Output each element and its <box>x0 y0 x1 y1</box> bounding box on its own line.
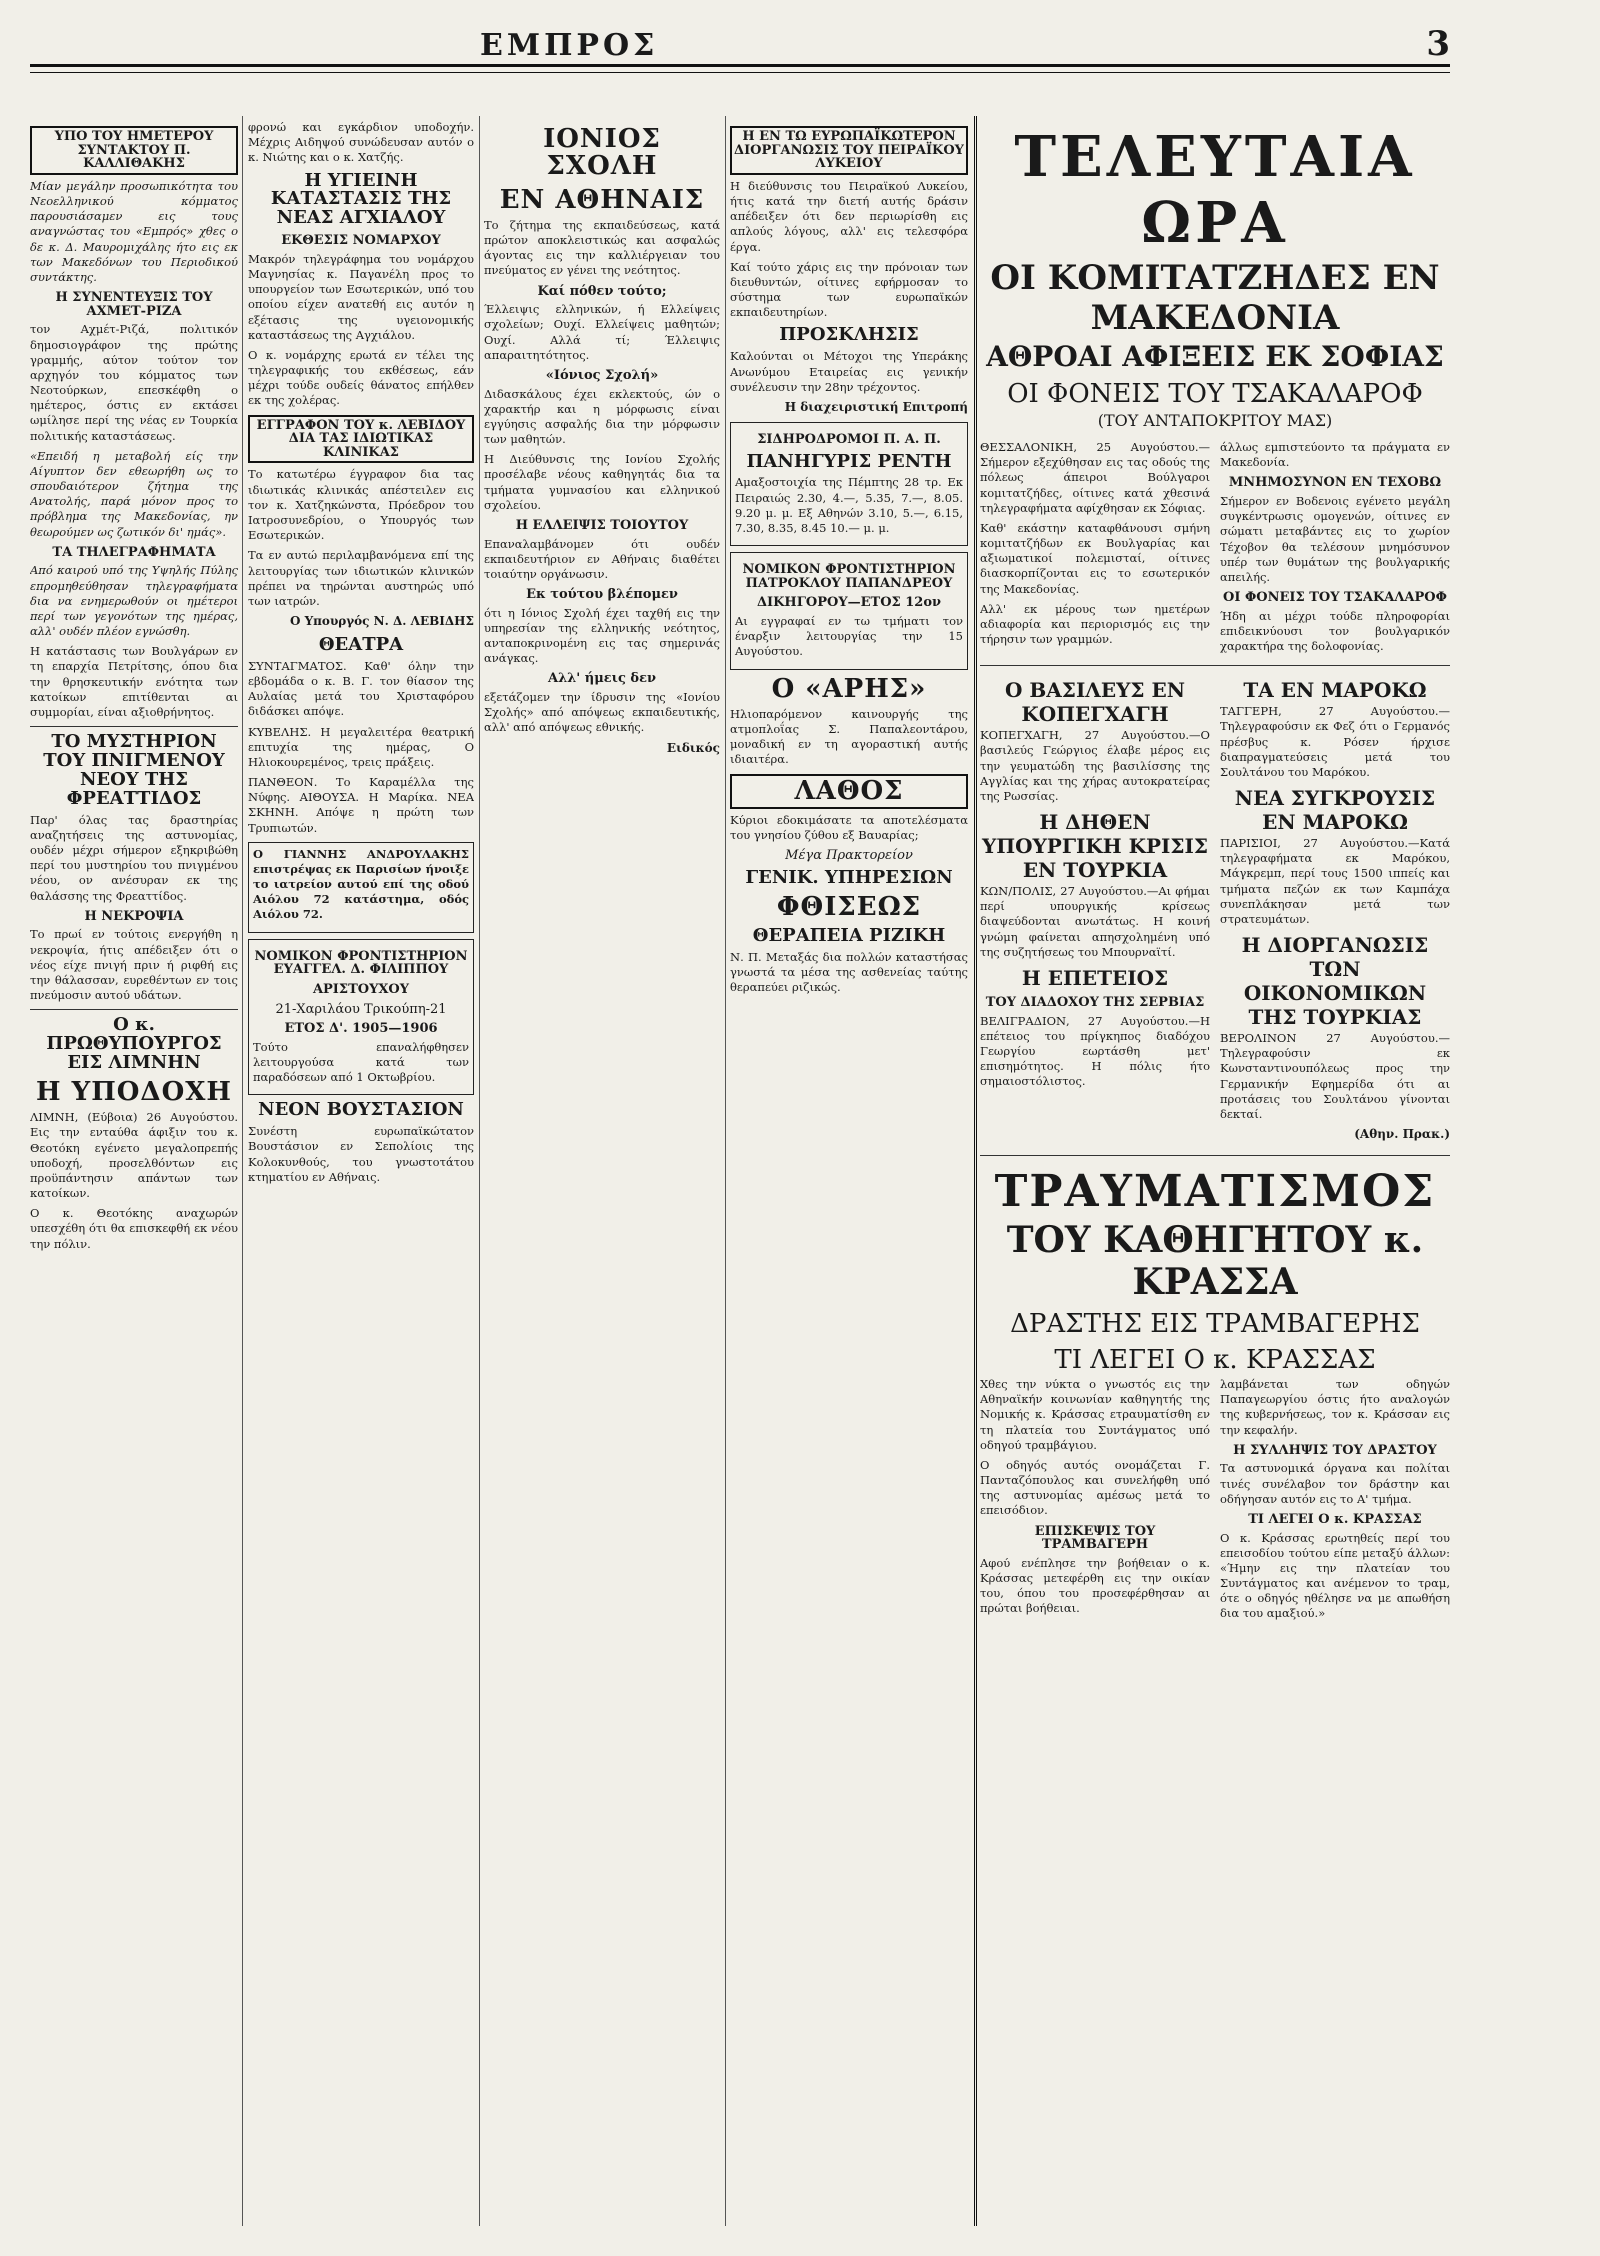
article-paragraph: ΒΕΛΙΓΡΑΔΙΟΝ, 27 Αυγούστου.—Η επέτειος του πρίγκηπος διαδόχου Γεωργίου εωρτάσθη μετ' επισημότητος. Η πόλις ήτο σημαιοστόλιστος. <box>980 1013 1210 1089</box>
main-headline: ΟΙ ΚΟΜΙΤΑΤΖΗΔΕΣ ΕΝ ΜΑΚΕΔΟΝΙΑ <box>990 258 1440 338</box>
article-paragraph: άλλως εμπιστεύοντο τα πράγματα εν Μακεδονία. <box>1220 440 1450 470</box>
article-paragraph: ΚΟΠΕΓΧΑΓΗ, 27 Αυγούστου.—Ο βασιλεύς Γεώργιος έλαβε μέρος εις την γευματώδη της βασιλίσσης της Αγγλίας και της χήρας αυτοκρατείρας της Ρωσσίας. <box>980 728 1210 803</box>
two-column-block <box>980 440 1450 659</box>
column-rule <box>242 116 243 2226</box>
article-heading: ΝΕΑ ΣΥΓΚΡΟΥΣΙΣ ΕΝ ΜΑΡΟΚΩ <box>1234 786 1436 835</box>
divider <box>980 665 1450 666</box>
main-subheadline: ΟΙ ΦΟΝΕΙΣ ΤΟΥ ΤΣΑΚΑΛΑΡΟΦ <box>1007 379 1423 409</box>
newspaper-title: ΕΜΠΡΟΣ <box>480 28 659 63</box>
article-paragraph: Συνέστη ευρωπαϊκώτατον Βουστάσιον εν Σεπολίοις της Κολοκυνθούς, του γνωστοτάτου κτηματίου εν Αθήναις. <box>248 1124 474 1184</box>
ad-subheading: ΔΙΚΗΓΟΡΟΥ—ΕΤΟΣ 12ον <box>756 595 942 611</box>
article-paragraph: Διδασκάλους έχει εκλεκτούς, ών ο χαρακτήρ και η μόρφωσις είναι εγγύησις ασφαλής δια την μόρφωσιν των μαθητών. <box>484 386 720 447</box>
sub-column <box>980 672 1210 1149</box>
ad-text: Κύριοι εδοκιμάσατε τα αποτελέσματα του γνησίου ζύθου εξ Βαυαρίας; <box>730 812 968 842</box>
article-paragraph: Σήμερον εν Βοδενοις εγένετο μεγάλη συγκέντρωσις ομογενών, οίτινες εν σώματι μεταβάντες εις το χωρίον Τέχοβον θα τελέσουν μνημόσυνον υπέρ των θυμάτων της βουλγαρικής απειλής. <box>1220 493 1450 584</box>
article-heading: ΤΑ ΕΝ ΜΑΡΟΚΩ <box>1243 678 1427 703</box>
advertisement <box>248 939 474 1096</box>
article-heading: Η ΕΝ ΤΩ ΕΥΡΩΠΑΪΚΩΤΕΡΟΝ ΔΙΟΡΓΑΝΩΣΙΣ ΤΟΥ ΠΕΙΡΑΪΚΟΥ ΛΥΚΕΙΟΥ <box>730 126 968 175</box>
article-paragraph: Η κατάστασις των Βουλγάρων εν τη επαρχία Πετρίτσης, όπου δια την θρησκευτικήν ενότητα των κατοίκων επιτίθενται αι συμμορίαι, είναι αξιοθρήνητος. <box>30 644 238 719</box>
advertisement <box>730 552 968 669</box>
article-paragraph: ΠΑΝΘΕΟΝ. Το Καραμέλλα της Νύφης. ΑΙΘΟΥΣΑ. Η Μαρίκα. ΝΕΑ ΣΚΗΝΗ. Απόψε η πρώτη των Τρυπιωτών. <box>248 775 474 835</box>
column-rule <box>725 116 726 2226</box>
article-subheading: «Ιόνιος Σχολή» <box>545 367 659 383</box>
article-paragraph: Καλούνται οι Μέτοχοι της Υπεράκης Ανωνύμου Εταιρείας εις γενικήν συνέλευσιν την 28ην τρέχοντος. <box>730 349 968 394</box>
article-subheading: ΤΟΥ ΔΙΑΔΟΧΟΥ ΤΗΣ ΣΕΡΒΙΑΣ <box>985 994 1205 1010</box>
column-1 <box>30 120 238 2226</box>
article-subheadline: ΔΡΑΣΤΗΣ ΕΙΣ ΤΡΑΜΒΑΓΕΡΗΣ <box>1010 1309 1420 1340</box>
signature: Ο Υπουργός Ν. Δ. ΛΕΒΙΔΗΣ <box>289 614 474 629</box>
article-paragraph: Χθες την νύκτα ο γνωστός εις την Αθηναϊκήν κοινωνίαν καθηγητής της Νομικής κ. Κράσσας ετραυματίσθη εν τη πλατεία του Συντάγματος υπό οδηγού τραμβάγιου. <box>980 1377 1210 1452</box>
article-paragraph: Ήδη αι μέχρι τούδε πληροφορίαι επιδεικνύουσι τον βουλγαρικόν χαρακτήρα της δολοφονίας. <box>1220 608 1450 653</box>
article-paragraph: τον Αχμέτ-Ριζά, πολιτικόν δημοσιογράφον της πρώτης γραμμής, αύτον τούτον τον αρχηγόν του κόμματος των Νεοτούρκων, επεσκέφθη ο ημέτερος, όστις εν εκτάσει ωμίλησε περί της νέας εν Τουρκία πολιτικής καταστάσεως. <box>30 322 238 443</box>
article-subheading: ΤΑ ΤΗΛΕΓΡΑΦΗΜΑΤΑ <box>52 544 216 560</box>
sub-column <box>1220 440 1450 659</box>
masthead-rule-bottom <box>30 72 1450 73</box>
article-paragraph: Επαναλαμβάνομεν ότι ουδέν εκπαιδευτήριον εν Αθήναις διαθέτει τοιαύτην οργάνωσιν. <box>484 536 720 581</box>
article-paragraph: Παρ' όλας τας δραστηρίας αναζητήσεις της αστυνομίας, ουδέν μέχρι σήμερον εξηκριβώθη περί του μυστηρίου του πνιγμένου νέου, ον ανέσυραν εκ της θαλάσσης της Φρεαττίδος. <box>30 812 238 903</box>
article-heading: ΕΝ ΑΘΗΝΑΙΣ <box>499 184 705 215</box>
article-paragraph: ΤΑΓΓΕΡΗ, 27 Αυγούστου.—Τηλεγραφούσιν εκ Φεζ ότι ο Γερμανός πρέσβυς κ. Ρόσεν ήρχισε διαπραγματεύσεις μετά του Σουλτάνου του Μαρόκου. <box>1220 704 1450 779</box>
ad-subheading: ΠΑΝΗΓΥΡΙΣ ΡΕΝΤΗ <box>746 450 952 472</box>
article-heading: ΝΕΟΝ ΒΟΥΣΤΑΣΙΟΝ <box>258 1099 464 1121</box>
article-subheading: ΜΝΗΜΟΣΥΝΟΝ ΕΝ ΤΕΧΟΒΩ <box>1228 475 1442 491</box>
signature: Ειδικός <box>666 740 720 755</box>
article-heading: ΕΓΓΡΑΦΟΝ ΤΟΥ κ. ΛΕΒΙΔΟΥ ΔΙΑ ΤΑΣ ΙΔΙΩΤΙΚΑΣ ΚΛΙΝΙΚΑΣ <box>248 415 474 464</box>
article-paragraph: Ο κ. Θεοτόκης αναχωρών υπεσχέθη ότι θα επισκεφθή εκ νέου την πόλιν. <box>30 1206 238 1251</box>
article-subheading: ΕΚΘΕΣΙΣ ΝΟΜΑΡΧΟΥ <box>281 233 441 249</box>
article-subheading: ΤΙ ΛΕΓΕΙ Ο κ. ΚΡΑΣΣΑΣ <box>1248 1511 1422 1527</box>
article-paragraph: Η διεύθυνσις του Πειραϊκού Λυκείου, ήτις κατά την διετή αυτής δράσιν απέδειξεν ότι δεν περιωρίσθη εις απλούς λόγους, αλλ' εις τελεσφόρα έργα. <box>730 178 968 254</box>
article-paragraph: ότι η Ιόνιος Σχολή έχει ταχθή εις την υπηρεσίαν της ελληνικής νεότητος, ανταποκρινομένη εις τας σημερινάς ανάγκας. <box>484 605 720 666</box>
article-heading: Η ΥΓΙΕΙΝΗ ΚΑΤΑΣΤΑΣΙΣ ΤΗΣ ΝΕΑΣ ΑΓΧΙΑΛΟΥ <box>270 169 452 229</box>
article-heading: ΙΟΝΙΟΣ ΣΧΟΛΗ <box>543 124 661 182</box>
article-paragraph: ΚΥΒΕΛΗΣ. Η μεγαλειτέρα θεατρική επιτυχία της ημέρας, Ο Ηλιοκουρεμένος, τρεις πράξεις. <box>248 724 474 769</box>
ad-heading: ΣΙΔΗΡΟΔΡΟΜΟΙ Π. Α. Π. <box>757 431 941 447</box>
two-column-block <box>980 1377 1450 1627</box>
article-subheading: Η ΣΥΝΕΝΤΕΥΞΙΣ ΤΟΥ ΑΧΜΕΤ-ΡΙΖΑ <box>55 290 213 319</box>
ad-subheading: ΑΡΙΣΤΟΥΧΟΥ <box>312 981 410 997</box>
article-heading: Ο κ. ΠΡΩΘΥΠΟΥΡΓΟΣ ΕΙΣ ΛΙΜΝΗΝ <box>46 1014 222 1074</box>
article-paragraph: Τα εν αυτώ περιλαμβανόμενα επί της λειτουργίας των ιδιωτικών κλινικών πρέπει να τηρώνται αυστηρώς υπό των ιατρών. <box>248 548 474 608</box>
advertisement <box>730 422 968 546</box>
article-subheading: Η ΕΛΛΕΙΨΙΣ ΤΟΙΟΥΤΟΥ <box>515 517 689 533</box>
ad-text: Ηλιοπαρόμενον καινουργής της ατμοπλοΐας Σ. Παπαλεοντάρου, μοναδική εν τη αγοραστική αυτής ιδιαιτέρα. <box>730 706 968 767</box>
article-heading: Ο ΒΑΣΙΛΕΥΣ ΕΝ ΚΟΠΕΓΧΑΓΗ <box>1005 678 1185 727</box>
article-paragraph: Μίαν μεγάλην προσωπικότητα του Νεοελληνικού κόμματος παρουσιάσαμεν εις τους αναγνώστας του «Εμπρός» χθες ο δε κ. Δ. Μαυρομιχάλης ήτο εις εκ των Μακεδόνων του Περιοδικού συντάκτης. <box>30 178 238 284</box>
article-paragraph: ΘΕΣΣΑΛΟΝΙΚΗ, 25 Αυγούστου.—Σήμερον εξεχύθησαν εις τας οδούς της πόλεως άπειροι Βούλγαροι κομιτατζήδες, οίτινες κατά χθεσινά τηλεγραφήματα αφίχθησαν εκ Σόφιας. <box>980 440 1210 515</box>
ad-subheading: Μέγα Πρακτορείον <box>785 848 913 864</box>
ad-subheading: ΘΕΡΑΠΕΙΑ ΡΙΖΙΚΗ <box>752 924 946 946</box>
ad-heading: Ο «ΑΡΗΣ» <box>771 673 927 704</box>
masthead-rule-top <box>30 64 1450 67</box>
ad-text: Αμαξοστοιχία της Πέμπτης 28 τρ. Εκ Πειραιώς 2.30, 4.—, 5.35, 7.—, 8.05. 9.20 μ. μ. Εξ Αθηνών 3.10, 5.—, 6.15, 7.30, 8.35, 8.45 10.— μ. μ. <box>735 475 963 535</box>
ad-text: Ο ΓΙΑΝΝΗΣ ΑΝΔΡΟΥΛΑΚΗΣ επιστρέψας εκ Παρισίων ήνοιξε το ιατρείον αυτού επί της οδού Αιόλου 72 κατάστημα, οδός Αιόλου 72. <box>253 846 469 922</box>
ad-text: Τούτο επαναλήφθησεν λειτουργούσα κατά των παραδόσεων από 1 Οκτωβρίου. <box>253 1039 469 1085</box>
ad-heading: ΓΕΝΙΚ. ΥΠΗΡΕΣΙΩΝ <box>745 866 953 888</box>
divider <box>980 1155 1450 1156</box>
sub-column <box>1220 1377 1450 1627</box>
article-heading: Η ΔΙΟΡΓΑΝΩΣΙΣ ΤΩΝ ΟΙΚΟΝΟΜΙΚΩΝ ΤΗΣ ΤΟΥΡΚΙΑΣ <box>1241 933 1429 1030</box>
sub-column <box>980 440 1210 659</box>
article-paragraph: Από καιρού υπό της Υψηλής Πύλης επρομηθεύθησαν τηλεγραφήματα δια να ενημερωθούν οι ημέτεροι περί των γεγονότων της ημέρας, αλλ' ουδέν πλέον εγνώσθη. <box>30 563 238 639</box>
article-paragraph: Ο οδηγός αυτός ονομάζεται Γ. Πανταζόπουλος και συνελήφθη υπό της αστυνομίας αμέσως μετά το επεισόδιον. <box>980 1457 1210 1518</box>
article-paragraph: Μακρόν τηλεγράφημα του νομάρχου Μαγνησίας κ. Παγανέλη προς το υπουργείον των Εσωτερικών, υπό του οποίου είχεν ανατεθή εις αυτόν η εξέτασις της υγειονομικής καταστάσεως της Αγχιάλου. <box>248 251 474 342</box>
article-subheading: Η ΝΕΚΡΟΨΙΑ <box>84 908 184 924</box>
article-paragraph: Η Διεύθυνσις της Ιονίου Σχολής προσέλαβε νέους καθηγητάς δια τα τμήματα γυμνασίου και ελληνικού σχολείου. <box>484 452 720 512</box>
article-heading: ΠΡΟΣΚΛΗΣΙΣ <box>779 324 919 346</box>
article-paragraph: ΣΥΝΤΑΓΜΑΤΟΣ. Καθ' όλην την εβδομάδα ο κ. Β. Γ. τον θίασον της Αυλαίας μετά του Χρισταφόρου διδάσκει απόψε. <box>248 658 474 719</box>
article-paragraph: Αλλ' εκ μέρους των ημετέρων αδιαφορία και περιορισμός εις την τήρησιν των γραμμών. <box>980 601 1210 647</box>
article-subheading: Καί πόθεν τούτο; <box>537 283 667 299</box>
column-rule <box>479 116 480 2226</box>
ad-heading: ΝΟΜΙΚΟΝ ΦΡΟΝΤΙΣΤΗΡΙΟΝ ΠΑΤΡΟΚΛΟΥ ΠΑΠΑΝΔΡΕΟΥ <box>742 562 956 591</box>
article-subheadline: ΤΙ ΛΕΓΕΙ Ο κ. ΚΡΑΣΣΑΣ <box>1054 1345 1376 1376</box>
article-subheading: Εκ τούτου βλέπομεν <box>526 587 678 603</box>
article-subheading: ΟΙ ΦΟΝΕΙΣ ΤΟΥ ΤΣΑΚΑΛΑΡΟΦ <box>1223 590 1447 606</box>
article-paragraph: ΒΕΡΟΛΙΝΟΝ 27 Αυγούστου.—Τηλεγραφούσιν εκ Κωνσταντινουπόλεως προς την Γερμανικήν Εφημερίδα ότι αι προτάσεις του Σουλτάνου γίνονται δεκταί. <box>1220 1031 1450 1121</box>
sub-column <box>980 1377 1210 1627</box>
column-3 <box>484 120 720 2226</box>
article-paragraph: Αφού ενέπλησε την βοήθειαν ο κ. Κράσσας μετεφέρθη εις την οικίαν του, όπου του προσεφέρθησαν αι πρώται βοήθειαι. <box>980 1555 1210 1616</box>
page-number: 3 <box>1426 24 1450 64</box>
column-rule <box>974 116 977 2226</box>
article-paragraph: ΚΩΝ/ΠΟΛΙΣ, 27 Αυγούστου.—Αι φήμαι περί υπουργικής κρίσεως διαψεύδονται ανωτάτως. Η κοινή γνώμη φαίνεται απησχολημένη υπό της συζητήσεως του Μπουρναϊτί. <box>980 884 1210 959</box>
article-paragraph: Καθ' εκάστην καταφθάνουσι σμήνη κομιτατζήδων εκ Βουλγαρίας και αξιωματικοί πολεμισταί, οίτινες διασκορπίζονται εις το εσωτερικόν της Μακεδονίας. <box>980 520 1210 596</box>
article-headline: ΤΟΥ ΚΑΘΗΓΗΤΟΥ κ. ΚΡΑΣΣΑ <box>1006 1219 1424 1304</box>
ad-heading: ΝΟΜΙΚΟΝ ΦΡΟΝΤΙΣΤΗΡΙΟΝ ΕΥΑΓΓΕΛ. Δ. ΦΙΛΙΠΠΟΥ <box>254 948 468 978</box>
article-paragraph: λαμβάνεται των οδηγών Παπαγεωργίου όστις ήτο αναλογών της κυβερνήσεως, τον κ. Κράσσαν εις την κεφαλήν. <box>1220 1377 1450 1437</box>
article-paragraph: Καί τούτο χάρις εις την πρόνοιαν των διευθυντών, οίτινες εφήρμοσαν το σύστημα των ευρωπαϊκών εκπαιδευτηρίων. <box>730 259 968 320</box>
ad-address: 21-Χαριλάου Τρικούπη-21 <box>275 1001 447 1017</box>
section-heading-last-hour: ΤΕΛΕΥΤΑΙΑ ΩΡΑ <box>1014 124 1416 256</box>
article-paragraph: Το πρωί εν τούτοις ενεργήθη η νεκροψία, ήτις απέδειξεν ότι ο νέος είχε πνιγή πριν ή ριφθή εις την θάλασσαν, ευρεθέντων εν τοις πνεύμοσιν αυτού υδάτων. <box>30 927 238 1003</box>
ad-heading: ΦΘΙΣΕΩΣ <box>776 891 922 922</box>
article-headline: ΤΡΑΥΜΑΤΙΣΜΟΣ <box>994 1166 1436 1218</box>
ad-text: Ν. Π. Μεταξάς δια πολλών καταστήσας γνωστά τα μέσα της ασθενείας ταύτης θεραπεύει ριζικώς. <box>730 949 968 995</box>
column-4 <box>730 120 968 2226</box>
article-paragraph: ΛΙΜΝΗ, (Εύβοια) 26 Αυγούστου. Εις την ενταύθα άφιξιν του κ. Θεοτόκη εγένετο μεγαλοπρεπής υποδοχή, προσελθόντων εις προϋπάντησιν απάντων των κατοίκων. <box>30 1110 238 1201</box>
correspondent-label: (ΤΟΥ ΑΝΤΑΠΟΚΡΙΤΟΥ ΜΑΣ) <box>1097 411 1333 430</box>
article-heading: ΤΟ ΜΥΣΤΗΡΙΟΝ ΤΟΥ ΠΝΙΓΜΕΝΟΥ ΝΕΟΥ ΤΗΣ ΦΡΕΑΤΤΙΔΟΣ <box>43 731 225 809</box>
article-subheading: Αλλ' ήμεις δεν <box>547 671 657 687</box>
article-heading: Η ΥΠΟΔΟΧΗ <box>36 1076 232 1107</box>
article-paragraph: Το κατωτέρω έγγραφον δια τας ιδιωτικάς κλινικάς απέστειλεν εις τον κ. Χατζηκώνστα, Πρόεδρον του Ιατροσυνεδρίου, ο Υπουργός των Εσωτερικών. <box>248 467 474 543</box>
ad-heading: ΛΑΘΟΣ <box>730 774 968 809</box>
article-paragraph: Έλλειψις ελληνικών, ή Ελλείψεις σχολείων; Ουχί. Ελλείψεις μαθητών; Ουχί. Αλλά τί; Έλλειψις απαραιτητότητος. <box>484 302 720 362</box>
section-heading-theatres: ΘΕΑΤΡΑ <box>318 634 404 656</box>
article-subheading: ΕΠΙΣΚΕΨΙΣ ΤΟΥ ΤΡΑΜΒΑΓΕΡΗ <box>1034 1523 1156 1553</box>
divider <box>30 726 238 727</box>
article-paragraph: Ο κ. νομάρχης ερωτά εν τέλει της τηλεγραφικής του εκθέσεως, εάν μέχρι τούδε ουδείς θάνατος επήλθεν εκ της χολέρας. <box>248 347 474 408</box>
article-paragraph: Τα αστυνομικά όργανα και πολίται τινές συνέλαβον τον δράστην και οδήγησαν αυτόν εις το Α' τμήμα. <box>1220 1461 1450 1506</box>
article-paragraph: φρονώ και εγκάρδιον υποδοχήν. Μέχρις Αιδηψού συνώδευσαν αυτόν ο κ. Νιώτης και ο κ. Χατζής. <box>248 120 474 165</box>
signature: Η διαχειριστική Επιτροπή <box>784 399 968 414</box>
divider <box>30 1009 238 1010</box>
byline-header: ΥΠΟ ΤΟΥ ΗΜΕΤΕΡΟΥ ΣΥΝΤΑΚΤΟΥ Π. ΚΑΛΛΙΘΑΚΗΣ <box>30 126 238 175</box>
article-heading: Η ΕΠΕΤΕΙΟΣ <box>1021 965 1169 990</box>
sub-column <box>1220 672 1450 1149</box>
main-subheadline: ΑΘΡΟΑΙ ΑΦΙΞΕΙΣ ΕΚ ΣΟΦΙΑΣ <box>986 340 1444 373</box>
article-paragraph: εξετάζομεν την ίδρυσιν της «Ιονίου Σχολής» από απόψεως εκπαιδευτικής, αλλ' από απόψεως εθνικής. <box>484 690 720 735</box>
column-5-last-hour <box>980 120 1450 2226</box>
column-2 <box>248 120 474 2226</box>
ad-year: ΕΤΟΣ Δ'. 1905—1906 <box>284 1021 438 1037</box>
advertisement <box>248 842 474 933</box>
article-paragraph: «Επειδή η μεταβολή είς την Αίγυπτον δεν εθεωρήθη ως το σπουδαιότερον ζήτημα της Ανατολής, παρά μόνον προς το πρόβλημα της Μακεδονίας, ην θεωρούμεν ως ζωτικόν δι' ημάς». <box>30 448 238 539</box>
article-subheading: Η ΣΥΛΛΗΨΙΣ ΤΟΥ ΔΡΑΣΤΟΥ <box>1233 1442 1437 1458</box>
article-paragraph: Ο κ. Κράσσας ερωτηθείς περί του επεισοδίου τούτου είπε μεταξύ άλλων: «Ήμην εις την πλατείαν του Συντάγματος και ανέμενον το τραμ, ότε ο οδηγός ηθέλησε να με απωθήση δια του αμαξιού.» <box>1220 1530 1450 1621</box>
article-paragraph: Το ζήτημα της εκπαιδεύσεως, κατά πρώτον αποκλειστικώς και ασφαλώς άγοντας εις την καλλιέργειαν του πνεύματος εν γένει της νεότητος. <box>484 217 720 278</box>
two-column-block <box>980 672 1450 1149</box>
article-heading: Η ΔΗΘΕΝ ΥΠΟΥΡΓΙΚΗ ΚΡΙΣΙΣ ΕΝ ΤΟΥΡΚΙΑ <box>981 810 1209 883</box>
source-credit: (Αθην. Πρακ.) <box>1354 1127 1450 1142</box>
ad-text: Αι εγγραφαί εν τω τμήματι τον έναρξιν λειτουργίας την 15 Αυγούστου. <box>735 614 963 659</box>
article-paragraph: ΠΑΡΙΣΙΟΙ, 27 Αυγούστου.—Κατά τηλεγραφήματα εκ Μαρόκου, Μάγκρεμπ, περί τους 1500 ιππείς και τμήματα πεζών εκ των Καμπάχα συνεπλάκησαν μετά των στρατευμάτων. <box>1220 836 1450 926</box>
masthead <box>30 24 1450 64</box>
